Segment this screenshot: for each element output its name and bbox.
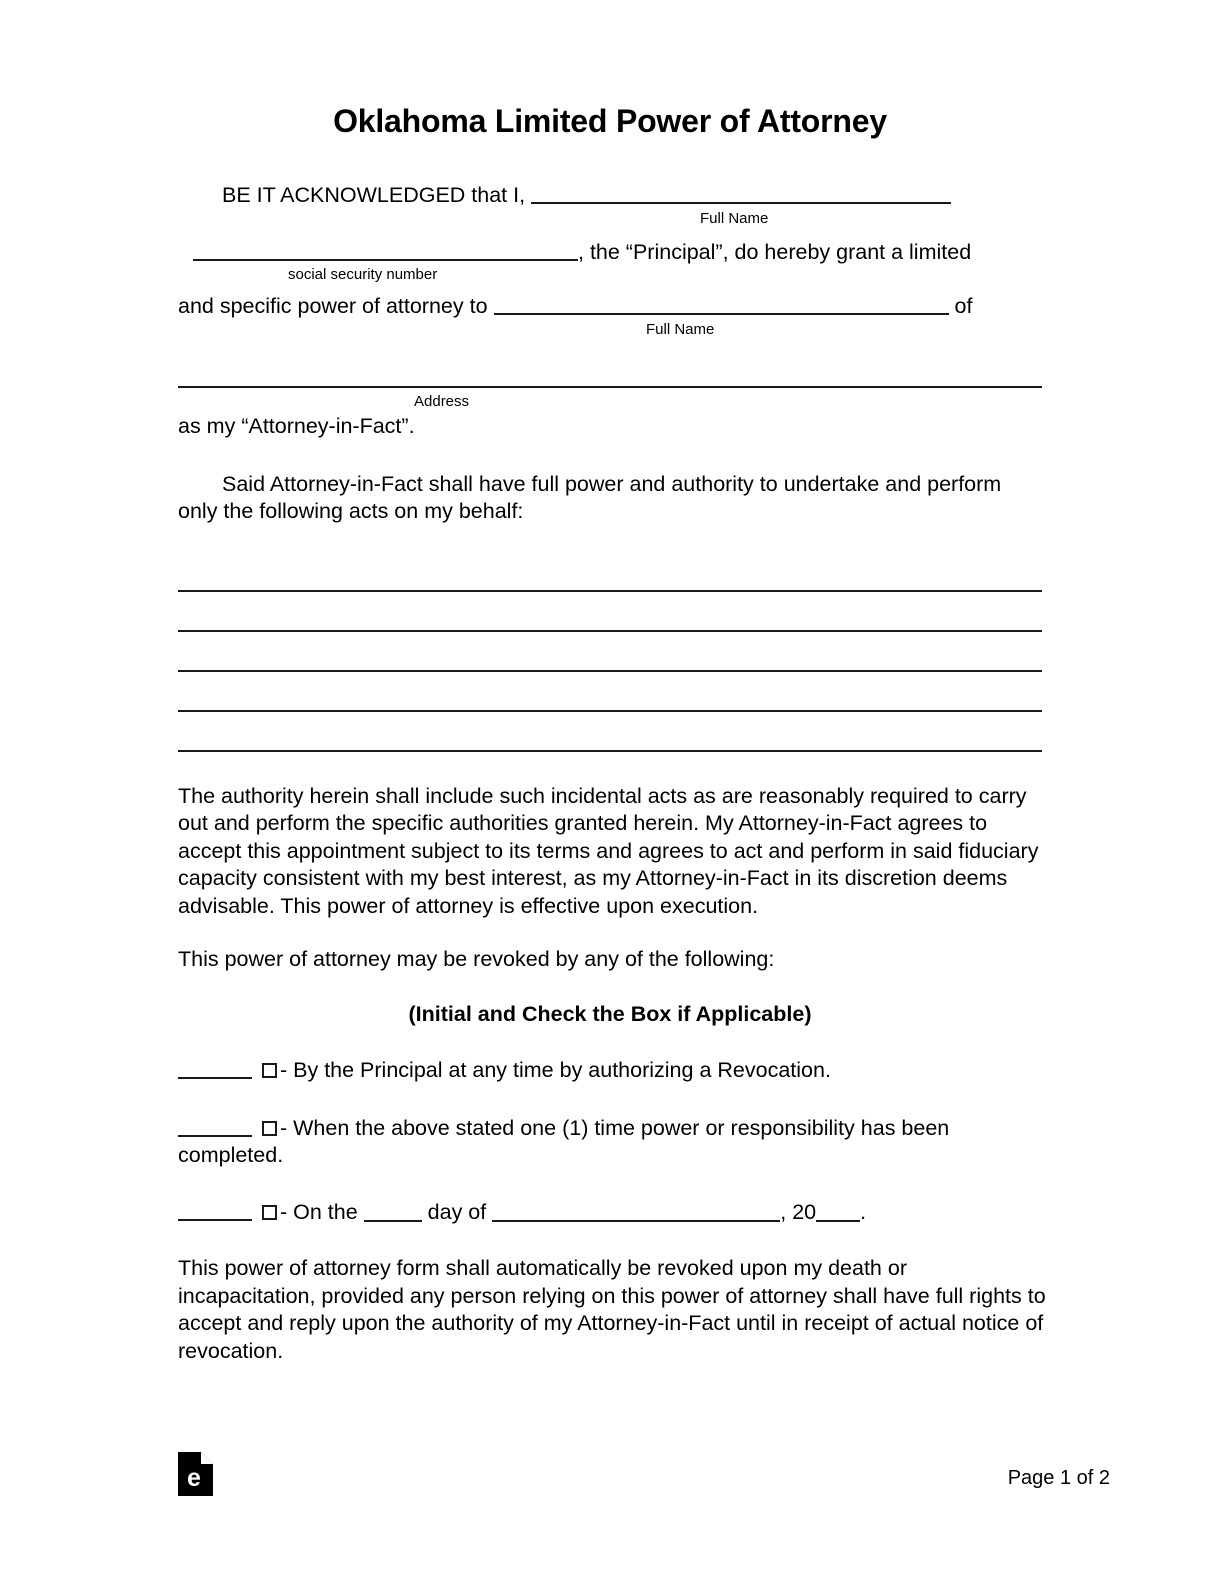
document-body <box>178 182 1046 1365</box>
acknowledgement-line <box>178 182 1042 210</box>
principal-suffix-text: , the “Principal”, do hereby grant a limited <box>578 239 972 264</box>
checkbox-icon[interactable] <box>262 1205 277 1220</box>
svg-text:e: e <box>187 1464 201 1492</box>
powers-paragraph-text: Said Attorney-in-Fact shall have full power and authority to undertake and perform only the following acts on my behalf: <box>178 471 1002 523</box>
checkbox-icon[interactable] <box>262 1121 277 1136</box>
attorney-in-fact-line <box>178 413 1042 441</box>
initials-blank-3[interactable] <box>178 1201 252 1221</box>
revocation-intro: This power of attorney may be revoked by any of the following: <box>178 947 775 971</box>
page-number-label: Page 1 of 2 <box>1007 1467 1110 1489</box>
caption-address: Address <box>414 393 470 410</box>
acts-blank-line[interactable] <box>178 672 1042 712</box>
revocation-option-1 <box>178 1057 1042 1085</box>
caption-row-ssn <box>178 266 1042 283</box>
principal-ssn-line <box>193 239 1042 267</box>
acts-blank-line[interactable] <box>178 592 1042 632</box>
agent-address-blank[interactable] <box>178 366 1042 388</box>
caption-social-security-number: social security number <box>288 266 438 283</box>
revocation-option-3 <box>178 1199 1042 1227</box>
initials-blank-1[interactable] <box>178 1059 252 1079</box>
revocation-option-1-text: - By the Principal at any time by authorizing a Revocation. <box>280 1058 831 1082</box>
authority-paragraph: The authority herein shall include such incidental acts as are reasonably required to carry out and perform the specific authorities granted herein. My Attorney-in-Fact agrees to accept this appointment subject to its terms and agrees to act and perform in said fiduciary capacity consistent with my best interest, as my Attorney-in-Fact in its discretion deems advisable. This power of attorney is effective upon execution. <box>178 783 1039 918</box>
closing-paragraph: This power of attorney form shall automatically be revoked upon my death or incapacitation, provided any person relying on this power of attorney shall have full rights to accept and reply upon the authority of my Attorney-in-Fact until in receipt of actual notice of revocation. <box>178 1256 1046 1363</box>
agent-name-blank[interactable] <box>494 293 949 315</box>
acts-blank-line[interactable] <box>178 712 1042 752</box>
agent-name-line <box>178 293 1042 321</box>
caption-row-address <box>178 393 1042 410</box>
agent-prefix-text: and specific power of attorney to <box>178 294 488 318</box>
powers-paragraph <box>178 471 1042 526</box>
month-blank[interactable] <box>492 1202 780 1222</box>
principal-name-blank[interactable] <box>531 182 951 204</box>
page-title: Oklahoma Limited Power of Attorney <box>333 103 887 139</box>
revocation-option-3-year-prefix: 20 <box>792 1199 817 1224</box>
agent-address-line <box>178 366 1042 394</box>
caption-full-name-1: Full Name <box>700 209 769 227</box>
revocation-option-3-period: . <box>860 1199 867 1224</box>
initials-blank-2[interactable] <box>178 1117 252 1137</box>
caption-full-name-2: Full Name <box>646 320 715 338</box>
day-blank[interactable] <box>364 1202 422 1222</box>
acts-blank-line[interactable] <box>178 552 1042 592</box>
caption-row-full-name-2 <box>178 321 1042 338</box>
caption-row-full-name-1 <box>178 210 1042 227</box>
revocation-option-2 <box>178 1115 1042 1170</box>
page-footer <box>178 1448 1110 1508</box>
year-blank[interactable] <box>816 1202 860 1222</box>
revocation-option-3-comma: , <box>780 1199 787 1224</box>
acknowledgement-prefix: BE IT ACKNOWLEDGED that I, <box>222 183 526 207</box>
attorney-in-fact-text: as my “Attorney-in-Fact”. <box>178 414 415 438</box>
revocation-option-3-mid: day of <box>427 1199 487 1224</box>
agent-suffix-text: of <box>954 294 973 318</box>
revocation-option-3-prefix: - On the <box>280 1199 358 1224</box>
revocation-option-2-text: - When the above stated one (1) time power or responsibility has been completed. <box>178 1115 950 1167</box>
eforms-logo-icon <box>178 1452 213 1496</box>
intro-section <box>178 182 1042 441</box>
checkbox-icon[interactable] <box>262 1063 277 1078</box>
revocation-heading: (Initial and Check the Box if Applicable) <box>408 1001 812 1026</box>
acts-blank-line[interactable] <box>178 632 1042 672</box>
principal-ssn-blank[interactable] <box>193 239 578 261</box>
acts-blank-lines <box>178 552 1042 752</box>
